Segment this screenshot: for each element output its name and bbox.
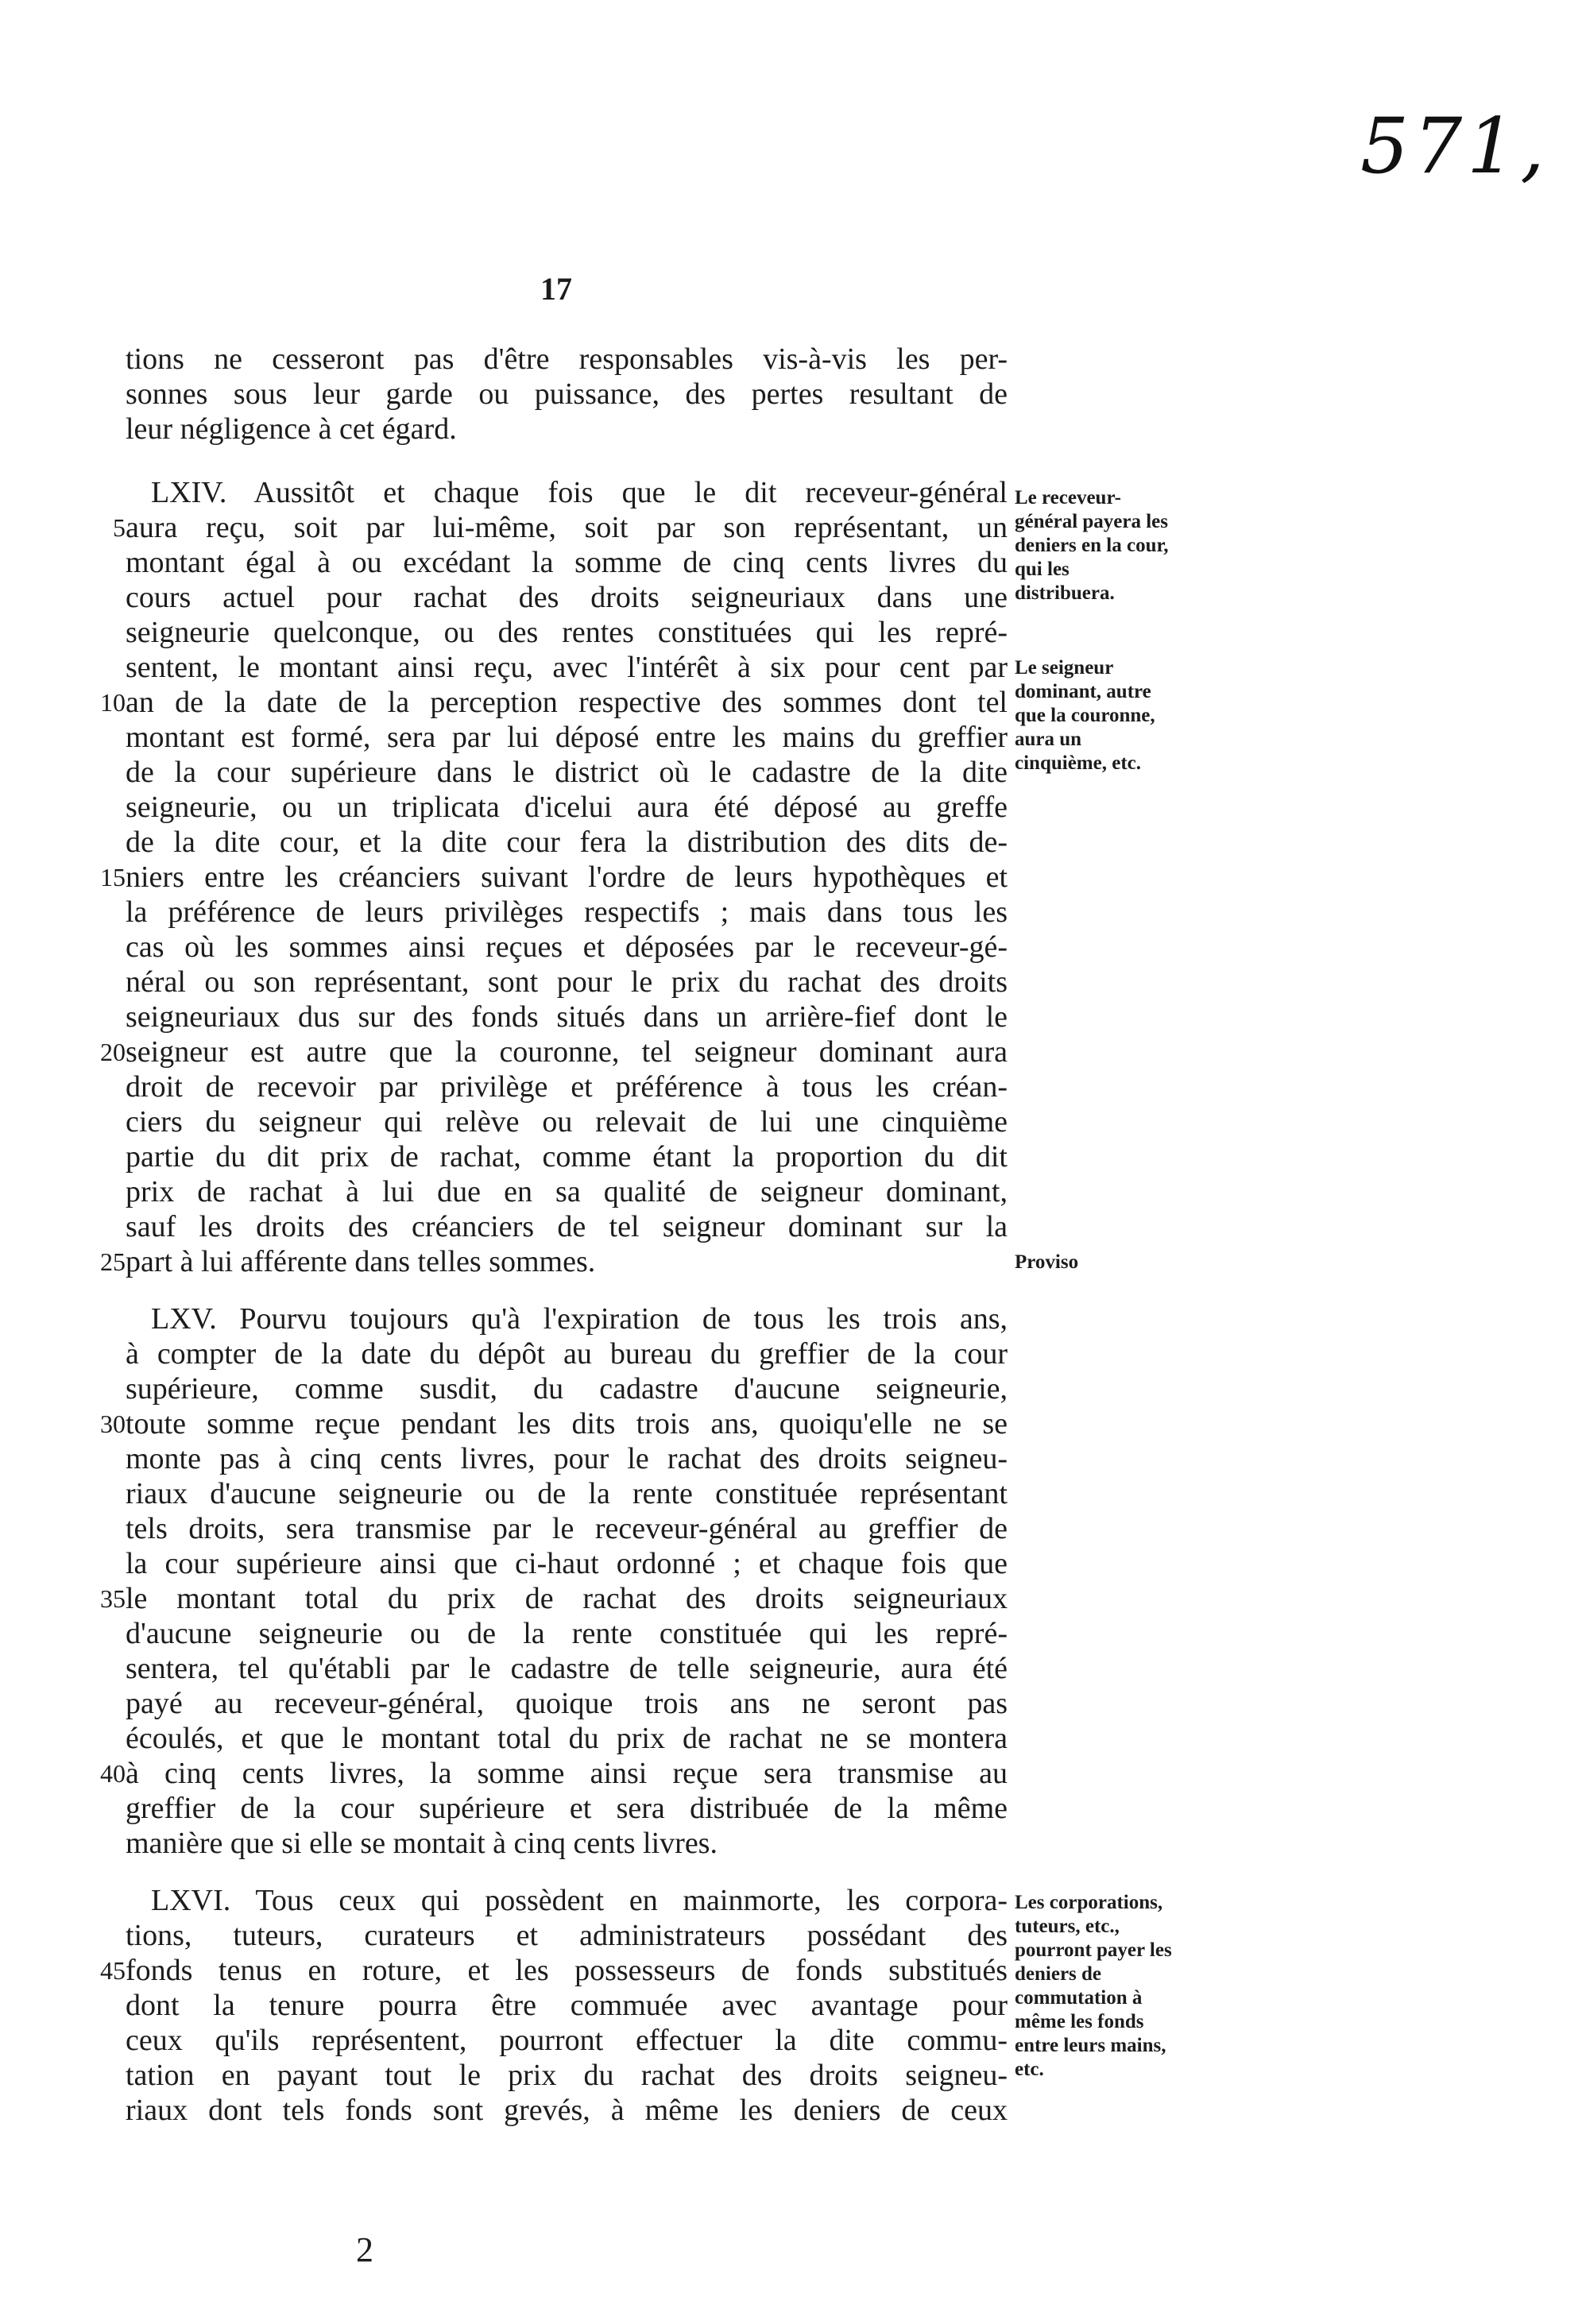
- body-line: de la cour supérieure dans le district où le cadastre de la dite: [126, 756, 1008, 789]
- handwritten-page-number: 571,: [1360, 102, 1549, 191]
- body-line: an de la date de la perception respective des sommes dont tel: [126, 686, 1008, 719]
- body-line: aura reçu, soit par lui-même, soit par son représentant, un: [126, 511, 1008, 544]
- line-number: 15: [100, 863, 126, 891]
- body-line: tation en payant tout le prix du rachat des droits seigneu-: [126, 2059, 1008, 2092]
- body-line: greffier de la cour supérieure et sera distribuée de la même: [126, 1792, 1008, 1825]
- body-line: partie du dit prix de rachat, comme étant la proportion du dit: [126, 1140, 1008, 1174]
- body-line: riaux d'aucune seigneurie ou de la rente constituée représentant: [126, 1477, 1008, 1510]
- body-line: LXV. Pourvu toujours qu'à l'expiration de tous les trois ans,: [151, 1302, 1008, 1336]
- body-line: de la dite cour, et la dite cour fera la distribution des dits de-: [126, 826, 1008, 859]
- line-number: 25: [100, 1247, 126, 1276]
- body-line: la cour supérieure ainsi que ci-haut ordonné ; et chaque fois que: [126, 1547, 1008, 1580]
- body-line: part à lui afférente dans telles sommes.: [126, 1245, 596, 1278]
- body-line: écoulés, et que le montant total du prix de rachat ne se montera: [126, 1722, 1008, 1755]
- body-line: néral ou son représentant, sont pour le prix du rachat des droits: [126, 965, 1008, 999]
- body-line: seigneuriaux dus sur des fonds situés dans un arrière-fief dont le: [126, 1000, 1008, 1034]
- body-line: ceux qu'ils représentent, pourront effectuer la dite commu-: [126, 2024, 1008, 2057]
- body-line: sauf les droits des créanciers de tel seigneur dominant sur la: [126, 1210, 1008, 1243]
- margin-note-seigneur-dominant: Le seigneur dominant, autre que la couronne, aura un cinquième, etc.: [1015, 657, 1155, 774]
- body-line: seigneurie quelconque, ou des rentes constituées qui les repré-: [126, 616, 1008, 649]
- signature-mark: 2: [356, 2230, 373, 2269]
- line-number: 45: [100, 1956, 126, 1985]
- body-line: cours actuel pour rachat des droits seigneuriaux dans une: [126, 581, 1008, 614]
- line-number: 20: [100, 1038, 126, 1066]
- body-line: prix de rachat à lui due en sa qualité de seigneur dominant,: [126, 1175, 1008, 1208]
- body-line: montant est formé, sera par lui déposé entre les mains du greffier: [126, 721, 1008, 754]
- body-line: droit de recevoir par privilège et préférence à tous les créan-: [126, 1070, 1008, 1104]
- body-line: à cinq cents livres, la somme ainsi reçue sera transmise au: [126, 1757, 1008, 1790]
- body-line: montant égal à ou excédant la somme de cinq cents livres du: [126, 546, 1008, 579]
- body-line: payé au receveur-général, quoique trois ans ne seront pas: [126, 1687, 1008, 1720]
- body-line: niers entre les créanciers suivant l'ordre de leurs hypothèques et: [126, 860, 1008, 894]
- body-line: riaux dont tels fonds sont grevés, à même les deniers de ceux: [126, 2094, 1008, 2127]
- body-line: LXIV. Aussitôt et chaque fois que le dit receveur-général: [151, 476, 1008, 509]
- body-line: tels droits, sera transmise par le receveur-général au greffier de: [126, 1512, 1008, 1545]
- body-line: seigneur est autre que la couronne, tel seigneur dominant aura: [126, 1035, 1008, 1069]
- body-line: fonds tenus en roture, et les possesseurs de fonds substitués: [126, 1954, 1008, 1987]
- body-line: dont la tenure pourra être commuée avec avantage pour: [126, 1989, 1008, 2022]
- body-line: ciers du seigneur qui relève ou relevait de lui une cinquième: [126, 1105, 1008, 1139]
- body-line: sentera, tel qu'établi par le cadastre de telle seigneurie, aura été: [126, 1652, 1008, 1685]
- body-line: toute somme reçue pendant les dits trois ans, quoiqu'elle ne se: [126, 1407, 1008, 1440]
- body-line: d'aucune seigneurie ou de la rente constituée qui les repré-: [126, 1617, 1008, 1650]
- page-number: 17: [540, 271, 572, 307]
- body-line: leur négligence à cet égard.: [126, 412, 457, 446]
- line-number: 40: [100, 1759, 126, 1788]
- body-line: tions, tuteurs, curateurs et administrateurs possédant des: [126, 1919, 1008, 1952]
- body-line: supérieure, comme susdit, du cadastre d'aucune seigneurie,: [126, 1372, 1008, 1406]
- body-line: seigneurie, ou un triplicata d'icelui aura été déposé au greffe: [126, 791, 1008, 824]
- body-line: LXVI. Tous ceux qui possèdent en mainmorte, les corpora-: [151, 1884, 1008, 1917]
- body-line: sonnes sous leur garde ou puissance, des pertes resultant de: [126, 377, 1008, 411]
- line-number: 10: [100, 688, 126, 717]
- margin-note-corporations: Les corporations, tuteurs, etc., pourront payer les deniers de commutation à même les fonds entre leurs mains, etc.: [1015, 1892, 1172, 2080]
- body-line: manière que si elle se montait à cinq cents livres.: [126, 1827, 718, 1860]
- body-line: tions ne cesseront pas d'être responsables vis-à-vis les per-: [126, 342, 1008, 376]
- body-line: à compter de la date du dépôt au bureau du greffier de la cour: [126, 1337, 1008, 1371]
- line-number: 35: [100, 1584, 126, 1613]
- line-number: 30: [100, 1409, 126, 1438]
- margin-note-receveur: Le receveur-général payera les deniers en la cour, qui les distribuera.: [1015, 487, 1169, 604]
- body-line: le montant total du prix de rachat des droits seigneuriaux: [126, 1582, 1008, 1615]
- body-line: sentent, le montant ainsi reçu, avec l'intérêt à six pour cent par: [126, 651, 1008, 684]
- margin-note-proviso: Proviso: [1015, 1251, 1079, 1273]
- body-line: monte pas à cinq cents livres, pour le rachat des droits seigneu-: [126, 1442, 1008, 1475]
- body-line: cas où les sommes ainsi reçues et déposées par le receveur-gé-: [126, 930, 1008, 964]
- body-line: la préférence de leurs privilèges respectifs ; mais dans tous les: [126, 895, 1008, 929]
- line-number: 5: [113, 513, 126, 542]
